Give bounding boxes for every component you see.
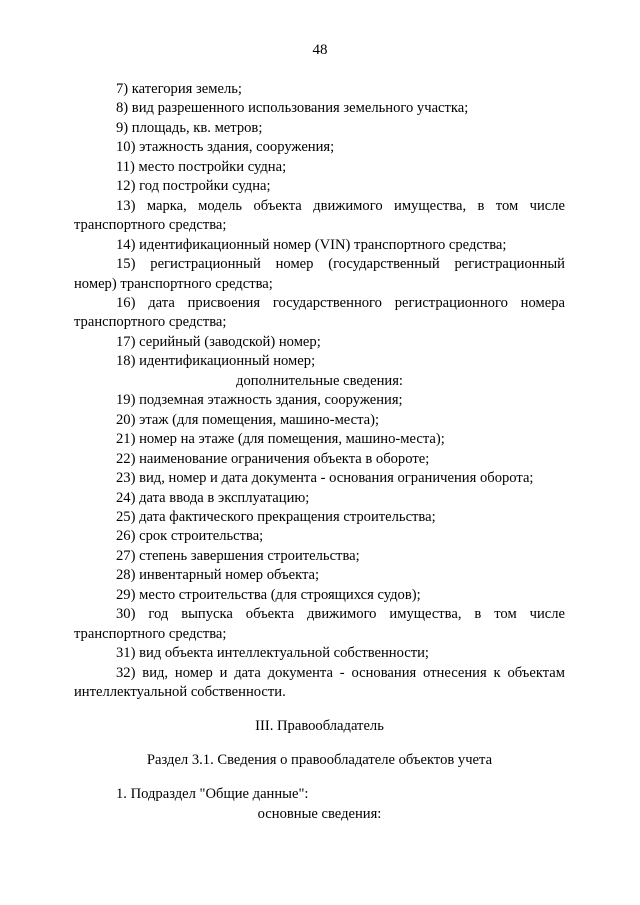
list-item: 22) наименование ограничения объекта в обороте; bbox=[116, 450, 430, 467]
list-item: 23) вид, номер и дата документа - основания ограничения оборота; bbox=[116, 470, 534, 487]
list-item: 14) идентификационный номер (VIN) транспортного средства; bbox=[116, 236, 507, 253]
items-list-part2 bbox=[74, 391, 565, 702]
list-item: 18) идентификационный номер; bbox=[116, 353, 316, 370]
list-item: 11) место постройки судна; bbox=[116, 158, 287, 175]
list-item: 25) дата фактического прекращения строительства; bbox=[116, 508, 436, 525]
basic-info-heading: основные сведения: bbox=[257, 805, 382, 822]
list-item: 10) этажность здания, сооружения; bbox=[116, 139, 335, 156]
list-item: 28) инвентарный номер объекта; bbox=[116, 567, 320, 584]
subdivision-title: 1. Подраздел "Общие данные": bbox=[116, 786, 309, 803]
list-item: 12) год постройки судна; bbox=[116, 178, 271, 195]
document-body bbox=[74, 80, 565, 824]
list-item: 8) вид разрешенного использования земельного участка; bbox=[116, 100, 469, 117]
list-item: 31) вид объекта интеллектуальной собственности; bbox=[116, 645, 429, 662]
list-item: 9) площадь, кв. метров; bbox=[116, 119, 263, 136]
list-item: 19) подземная этажность здания, сооружения; bbox=[116, 392, 403, 409]
list-item: 24) дата ввода в эксплуатацию; bbox=[116, 489, 310, 506]
list-item: 21) номер на этаже (для помещения, машино-места); bbox=[116, 431, 445, 448]
list-item: 16) дата присвоения государственного регистрационного номера транспортного средства; bbox=[74, 294, 565, 331]
list-item: 27) степень завершения строительства; bbox=[116, 547, 360, 564]
list-item: 29) место строительства (для строящихся судов); bbox=[116, 586, 421, 603]
page-number: 48 bbox=[312, 42, 328, 58]
additional-info-heading: дополнительные сведения: bbox=[236, 372, 403, 389]
list-item: 7) категория земель; bbox=[116, 81, 242, 97]
list-item: 26) срок строительства; bbox=[116, 528, 264, 545]
items-list-part1 bbox=[74, 80, 565, 372]
list-item: 30) год выпуска объекта движимого имущества, в том числе транспортного средства; bbox=[74, 606, 565, 642]
list-item: 20) этаж (для помещения, машино-места); bbox=[116, 411, 380, 428]
list-item: 17) серийный (заводской) номер; bbox=[116, 333, 321, 350]
section-title: III. Правообладатель bbox=[255, 717, 384, 734]
list-item: 32) вид, номер и дата документа - основания отнесения к объектам интеллектуальной собственности. bbox=[74, 664, 565, 701]
subsection-title: Раздел 3.1. Сведения о правообладателе объектов учета bbox=[146, 751, 493, 768]
list-item: 15) регистрационный номер (государственный регистрационный номер) транспортного средства; bbox=[74, 256, 565, 292]
list-item: 13) марка, модель объекта движимого имущества, в том числе транспортного средства; bbox=[74, 197, 565, 234]
